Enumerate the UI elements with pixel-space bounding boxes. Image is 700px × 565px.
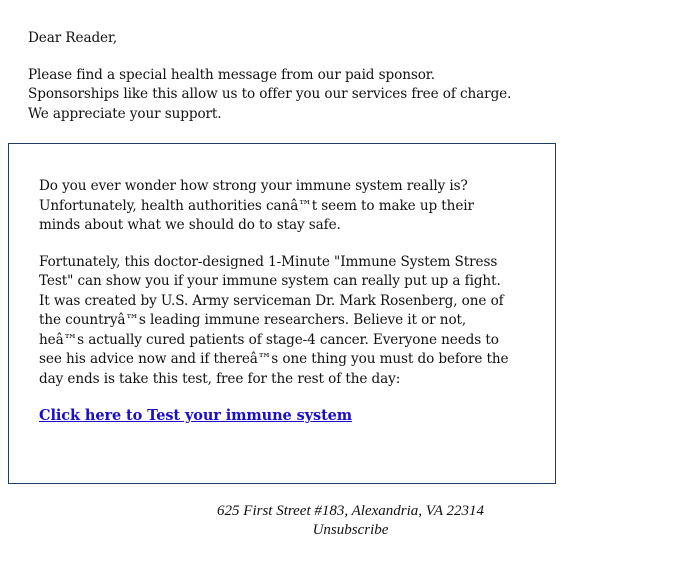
footer: [0, 502, 700, 540]
text-line: It was created by U.S. Army serviceman Dr. Mark Rosenberg, one of: [39, 292, 504, 309]
text-line: Do you ever wonder how strong your immune system really is?: [39, 178, 468, 194]
text-line: the countryâ™s leading immune researchers. Believe it or not,: [39, 312, 467, 328]
message-paragraph-1: [39, 177, 508, 236]
text-line: Unfortunately, health authorities canâ™t seem to make up their: [39, 197, 474, 214]
intro-line: Please find a special health message from our paid sponsor.: [28, 66, 435, 83]
text-line: heâ™s actually cured patients of stage-4 cancer. Everyone needs to: [39, 331, 499, 348]
message-paragraph-2: [39, 253, 508, 390]
greeting: Dear Reader,: [28, 30, 118, 46]
test-immune-system-link[interactable]: Click here to Test your immune system: [39, 407, 353, 424]
text-line: Fortunately, this doctor-designed 1-Minute "Immune System Stress: [39, 253, 498, 270]
text-line: Test" can show you if your immune system can really put up a fight.: [39, 273, 501, 289]
text-line: minds about what we should do to stay safe.: [39, 217, 341, 233]
unsubscribe-link[interactable]: Unsubscribe: [312, 522, 389, 538]
sponsor-message-box: [8, 143, 556, 484]
intro-line: Sponsorships like this allow us to offer you our services free of charge.: [28, 86, 512, 102]
text-line: see his advice now and if thereâ™s one thing you must do before the: [39, 351, 509, 367]
intro-line: We appreciate your support.: [28, 105, 222, 122]
footer-address: 625 First Street #183, Alexandria, VA 22314: [217, 503, 484, 519]
text-line: day ends is take this test, free for the rest of the day:: [39, 370, 401, 387]
intro-text: [28, 29, 511, 124]
